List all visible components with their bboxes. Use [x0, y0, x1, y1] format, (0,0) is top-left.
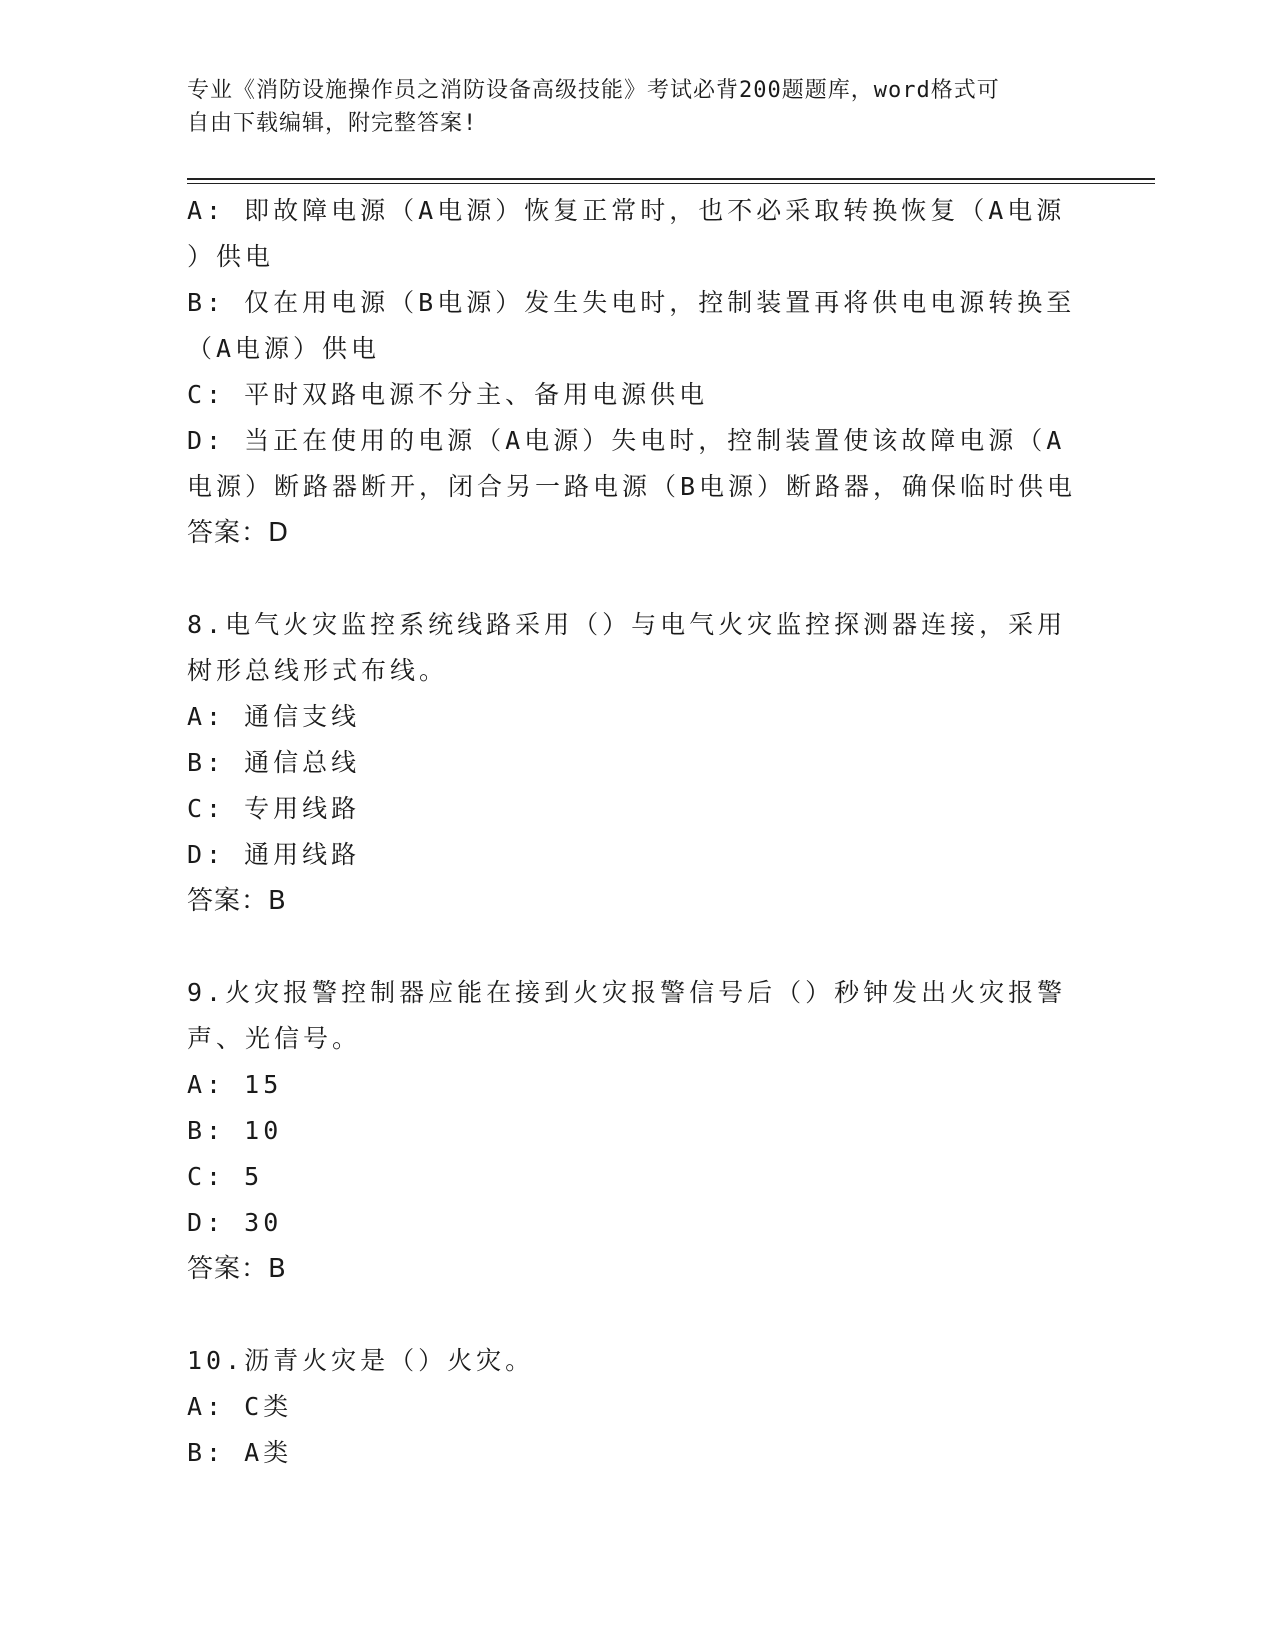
option-b: B: 10	[187, 1116, 283, 1145]
question-8	[187, 602, 1087, 924]
question-7	[187, 188, 1087, 556]
answer: 答案：D	[187, 518, 290, 548]
question-text-continued: 树形总线形式布线。	[187, 656, 449, 685]
option-d: D: 通用线路	[187, 840, 361, 869]
spacer	[187, 924, 1087, 970]
document-header	[187, 74, 1087, 140]
header-divider-thick	[187, 178, 1155, 180]
option-a-continued: ）供电	[187, 242, 275, 271]
header-divider-thin	[187, 183, 1155, 184]
option-c: C: 平时双路电源不分主、备用电源供电	[187, 380, 709, 409]
question-list	[187, 188, 1087, 1476]
option-d-continued: 电源）断路器断开，闭合另一路电源（B电源）断路器，确保临时供电	[187, 472, 1077, 501]
question-text-continued: 声、光信号。	[187, 1024, 362, 1053]
option-b: B: A类	[187, 1438, 293, 1467]
option-d: D: 当正在使用的电源（A电源）失电时，控制装置使该故障电源（A	[187, 426, 1066, 455]
option-a: A: 即故障电源（A电源）恢复正常时，也不必采取转换恢复（A电源	[187, 196, 1066, 225]
option-c: C: 专用线路	[187, 794, 361, 823]
option-a: A: C类	[187, 1392, 293, 1421]
option-b-continued: （A电源）供电	[187, 334, 381, 363]
question-text: 9.火灾报警控制器应能在接到火灾报警信号后（）秒钟发出火灾报警	[187, 978, 1067, 1007]
header-line-1: 专业《消防设施操作员之消防设备高级技能》考试必背200题题库，word格式可	[187, 78, 1000, 103]
question-10	[187, 1338, 1087, 1476]
question-text: 8.电气火灾监控系统线路采用（）与电气火灾监控探测器连接，采用	[187, 610, 1067, 639]
option-c: C: 5	[187, 1162, 264, 1191]
question-9	[187, 970, 1087, 1292]
option-d: D: 30	[187, 1208, 283, 1237]
spacer	[187, 556, 1087, 602]
option-a: A: 15	[187, 1070, 283, 1099]
option-b: B: 通信总线	[187, 748, 361, 777]
spacer	[187, 1292, 1087, 1338]
question-text: 10.沥青火灾是（）火灾。	[187, 1346, 535, 1375]
option-a: A: 通信支线	[187, 702, 361, 731]
option-b: B: 仅在用电源（B电源）发生失电时，控制装置再将供电电源转换至	[187, 288, 1076, 317]
answer: 答案：B	[187, 1254, 287, 1284]
header-line-2: 自由下载编辑，附完整答案!	[187, 111, 478, 136]
answer: 答案：B	[187, 886, 287, 916]
